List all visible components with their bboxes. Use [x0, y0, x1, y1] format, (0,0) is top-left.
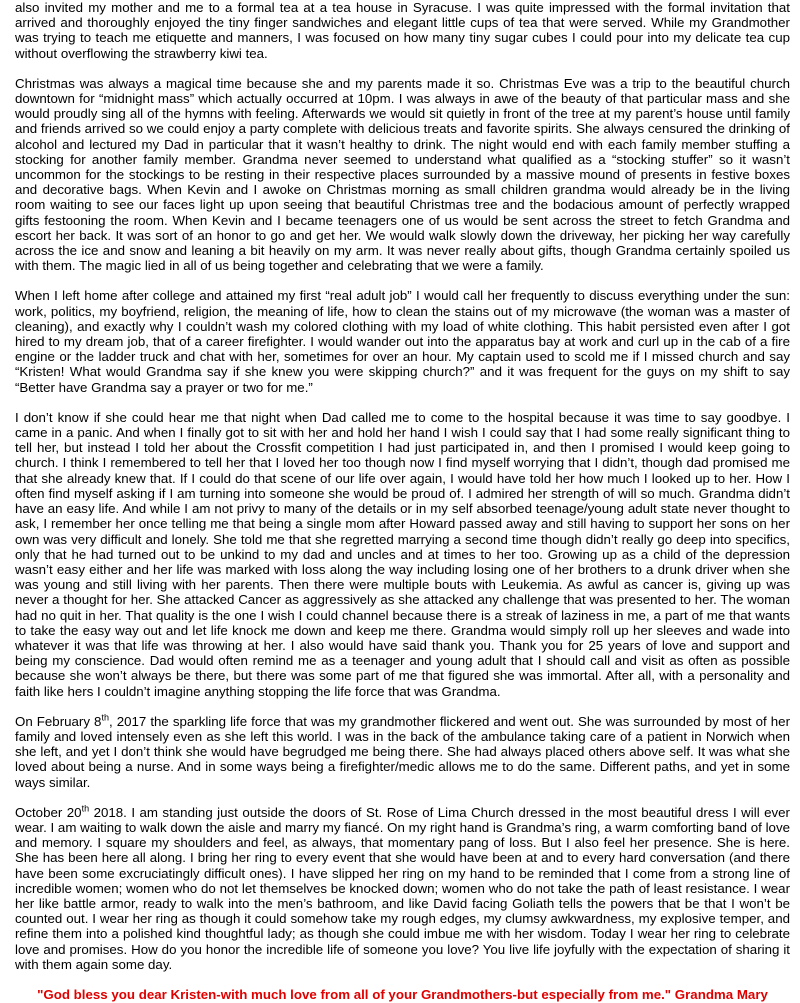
passing-body: , 2017 the sparkling life force that was my grandmother flickered and went out. She was surrounded by most of her family and loved intensely even as she left this world. I was in the back of the ambulance taking care of a patient in Norwich when she left, and yet I don’t think she would have begrudged me being there. She had always placed others above self. It was what she loved about being a nurse. And in some ways being a firefighter/medic allows me to do the same. Different paths, and yet in some ways similar. [15, 713, 790, 790]
wedding-date-prefix: October 20 [15, 804, 82, 820]
wedding-date-ordinal: th [81, 803, 90, 814]
passing-date-prefix: On February 8 [15, 713, 102, 729]
paragraph-hospital: I don’t know if she could hear me that night when Dad called me to come to the hospital because it was time to say goodbye. I came in a panic. And when I finally got to sit with her and hold her hand I wish I could say that I had some really significant thing to tell her, but instead I told her about the Crossfit competition I had just participated in, and then I promised I would keep going to church. I think I remembered to tell her that I loved her too though now I find myself worrying that I didn’t, though dad promised me that she already knew that. If I could do that scene of our life over again, I would have told her how much I looked up to her. How I often find myself asking if I am turning into someone she would be proud of. I admired her strength of will so much. Grandma didn’t have an easy life. And while I am not privy to many of the details or in my self absorbed teenage/young adult state never thought to ask, I remember her once telling me that being a single mom after Howard passed away and still having to support her sons on her own was very difficult and lonely. She told me that she regretted marrying a second time though didn’t really go deep into specifics, only that he had turned out to be unkind to my dad and uncles and at times to her too. Growing up as a child of the depression wasn’t easy either and her life was marked with loss along the way including losing one of her brothers to a drunk driver when she was young and still living with her parents. Then there were multiple bouts with Leukemia. As awful as cancer is, giving up was never a thought for her. She attacked Cancer as aggressively as she attacked any challenge that was presented to her. The woman had no quit in her. That quality is the one I wish I could channel because there is a streak of laziness in me, a part of me that wants to take the easy way out and let life knock me down and keep me there. Grandma would simply roll up her sleeves and wade into whatever it was that life was throwing at her. I also would have said thank you. Thank you for 25 years of love and support and being my conscience. Dad would often remind me as a teenager and young adult that I should call and visit as often as possible because she won’t always be there, but there was some part of me that figured she was immortal. After all, with a personality and faith like hers I couldn’t imagine anything stopping the life force that was Grandma. [15, 409, 790, 699]
paragraph-passing [15, 714, 790, 790]
closing-quote: "God bless you dear Kristen-with much love from all of your Grandmothers-but especially from me." Grandma Mary [37, 986, 768, 1002]
passing-date-ordinal: th [101, 712, 109, 723]
paragraph-wedding [15, 805, 790, 972]
paragraph-phone-calls: When I left home after college and attained my first “real adult job” I would call her frequently to discuss everything under the sun: work, politics, my boyfriend, religion, the meaning of life, how to clean the stains out of my microwave (the woman was a master of cleaning), and exactly why I couldn’t wash my colored clothing with my load of white clothing. This habit persisted even after I got hired to my dream job, that of a career firefighter. I would wander out into the apparatus bay at work and curl up in the cab of a fire engine or the ladder truck and chat with her, sometimes for over an hour. My captain used to scold me if I missed church and say “Kristen! What would Grandma say if she knew you were skipping church?” and it was frequent for the guys on my shift to say “Better have Grandma say a prayer or two for me.” [15, 288, 790, 395]
paragraph-christmas: Christmas was always a magical time because she and my parents made it so. Christmas Eve was a trip to the beautiful church downtown for “midnight mass” which actually occurred at 10pm. I was always in awe of the beauty of that particular mass and she would proudly sing all of the hymns with feeling. Afterwards we would sit quietly in front of the tree at my parent’s house until family and friends arrived so we could enjoy a party complete with delicious treats and favorite spirits. She always censured the drinking of alcohol and lectured my Dad in particular that it wasn’t healthy to drink. The night would end with each family member stuffing a stocking for another family member. Grandma never seemed to understand what qualified as a “stocking stuffer” so it wasn’t uncommon for the stockings to be resting in their respective places surrounded by a massive mound of presents in festive boxes and decorative bags. When Kevin and I awoke on Christmas morning as small children grandma would already be in the living room waiting to see our faces light up upon seeing that beautiful Christmas tree and the bodacious amount of perfectly wrapped gifts festooning the room. When Kevin and I became teenagers one of us would be sent across the street to fetch Grandma and escort her back. It was sort of an honor to go and get her. We would walk slowly down the driveway, her picking her way carefully across the ice and snow and leaning a bit heavily on my arm. It was never really about gifts, though Grandma certainly spoiled us with them. The magic lied in all of us being together and celebrating that we were a family. [15, 75, 790, 274]
wedding-body: 2018. I am standing just outside the doors of St. Rose of Lima Church dressed in the most beautiful dress I will ever wear. I am waiting to walk down the aisle and marry my fiancé. On my right hand is Grandma’s ring, a warm comforting band of love and memory. I square my shoulders and feel, as always, that momentary pang of loss. But I also feel her presence. She is here. She has been here all along. I bring her ring to every event that she would have been at and to every hard conversation (and there have been some excruciatingly difficult ones). I have slipped her ring on my hand to be reminded that I come from a strong line of incredible women; women who do not let themselves be knocked down; women who do not take the path of least resistance. I wear her like battle armor, ready to walk into the men’s bathroom, and like David facing Goliath tells the powers that be that I won’t be counted out. I wear her ring as though it could somehow take my rough edges, my clumsy awkwardness, my explosive temper, and refine them into a polished kind thoughtful lady; as though she could imbue me with her wisdom. Today I wear her ring to celebrate love and promises. How do you honor the incredible life of someone you love? You live life joyfully with the expectation of sharing it with them again some day. [15, 804, 790, 972]
paragraph-tea-house: also invited my mother and me to a formal tea at a tea house in Syracuse. I was quite impressed with the formal invitation that arrived and thoroughly enjoyed the tiny finger sandwiches and elegant little cups of tea that were served. While my Grandmother was trying to teach me etiquette and manners, I was focused on how many tiny sugar cubes I could pour into my delicate tea cup without overflowing the strawberry kiwi tea. [15, 0, 790, 61]
